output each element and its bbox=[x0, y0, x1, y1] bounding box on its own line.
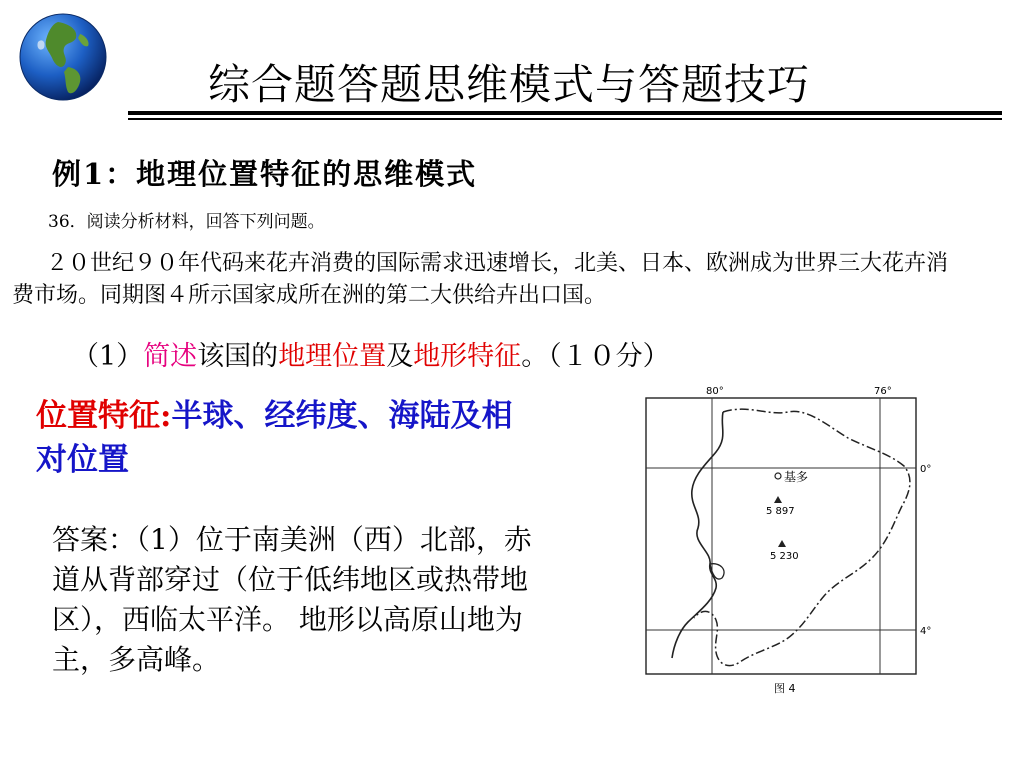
question-passage: ２０世纪９０年代码来花卉消费的国际需求迅速增长，北美、日本、欧洲成为世界三大花卉消费市场。同期图４所示国家成所在洲的第二大供给卉出口国。 bbox=[12, 251, 949, 308]
map-label-lat-equator: 0° bbox=[920, 464, 932, 475]
map-label-lon-right: 76° bbox=[874, 386, 892, 397]
title-rule-thin bbox=[128, 118, 1002, 120]
position-features-text: 半球、经纬度、海陆及相对位置 bbox=[36, 398, 513, 478]
position-features-label: 位置特征: bbox=[36, 398, 172, 434]
sub-question-term-location: 地理位置 bbox=[278, 341, 387, 372]
map-frame bbox=[646, 398, 916, 674]
sub-question-number: （1） bbox=[72, 341, 144, 372]
sub-question-conj: 及 bbox=[386, 341, 414, 372]
question-intro: 36．阅读分析材料，回答下列问题。 bbox=[48, 212, 325, 232]
sub-question-score: 。（１０分） bbox=[521, 341, 670, 372]
map-capital-label: 基多 bbox=[784, 470, 809, 484]
page-title: 综合题答题思维模式与答题技巧 bbox=[208, 60, 811, 109]
map-figure bbox=[628, 382, 938, 700]
sub-question-term-terrain: 地形特征 bbox=[413, 341, 522, 372]
position-features bbox=[36, 394, 516, 482]
map-caption: 图 4 bbox=[774, 682, 796, 695]
sub-question-verb: 简述 bbox=[143, 341, 198, 372]
map-label-lat-south: 4° bbox=[920, 626, 932, 637]
sub-question bbox=[72, 334, 670, 373]
example-heading: 例1：地理位置特征的思维模式 bbox=[52, 157, 478, 191]
answer-text: 答案：（1）位于南美洲（西）北部，赤道从背部穿过（位于低纬地区或热带地区），西临太平洋。 地形以高原山地为主，多高峰。 bbox=[52, 523, 532, 676]
title-rule-thick bbox=[128, 111, 1002, 115]
map-peak1-label: 5 897 bbox=[766, 506, 795, 517]
map-peak2-label: 5 230 bbox=[770, 551, 799, 562]
map-capital-marker bbox=[775, 473, 781, 479]
globe-icon bbox=[18, 12, 108, 102]
sub-question-mid: 该国的 bbox=[197, 341, 279, 372]
map-label-lon-left: 80° bbox=[706, 386, 724, 397]
